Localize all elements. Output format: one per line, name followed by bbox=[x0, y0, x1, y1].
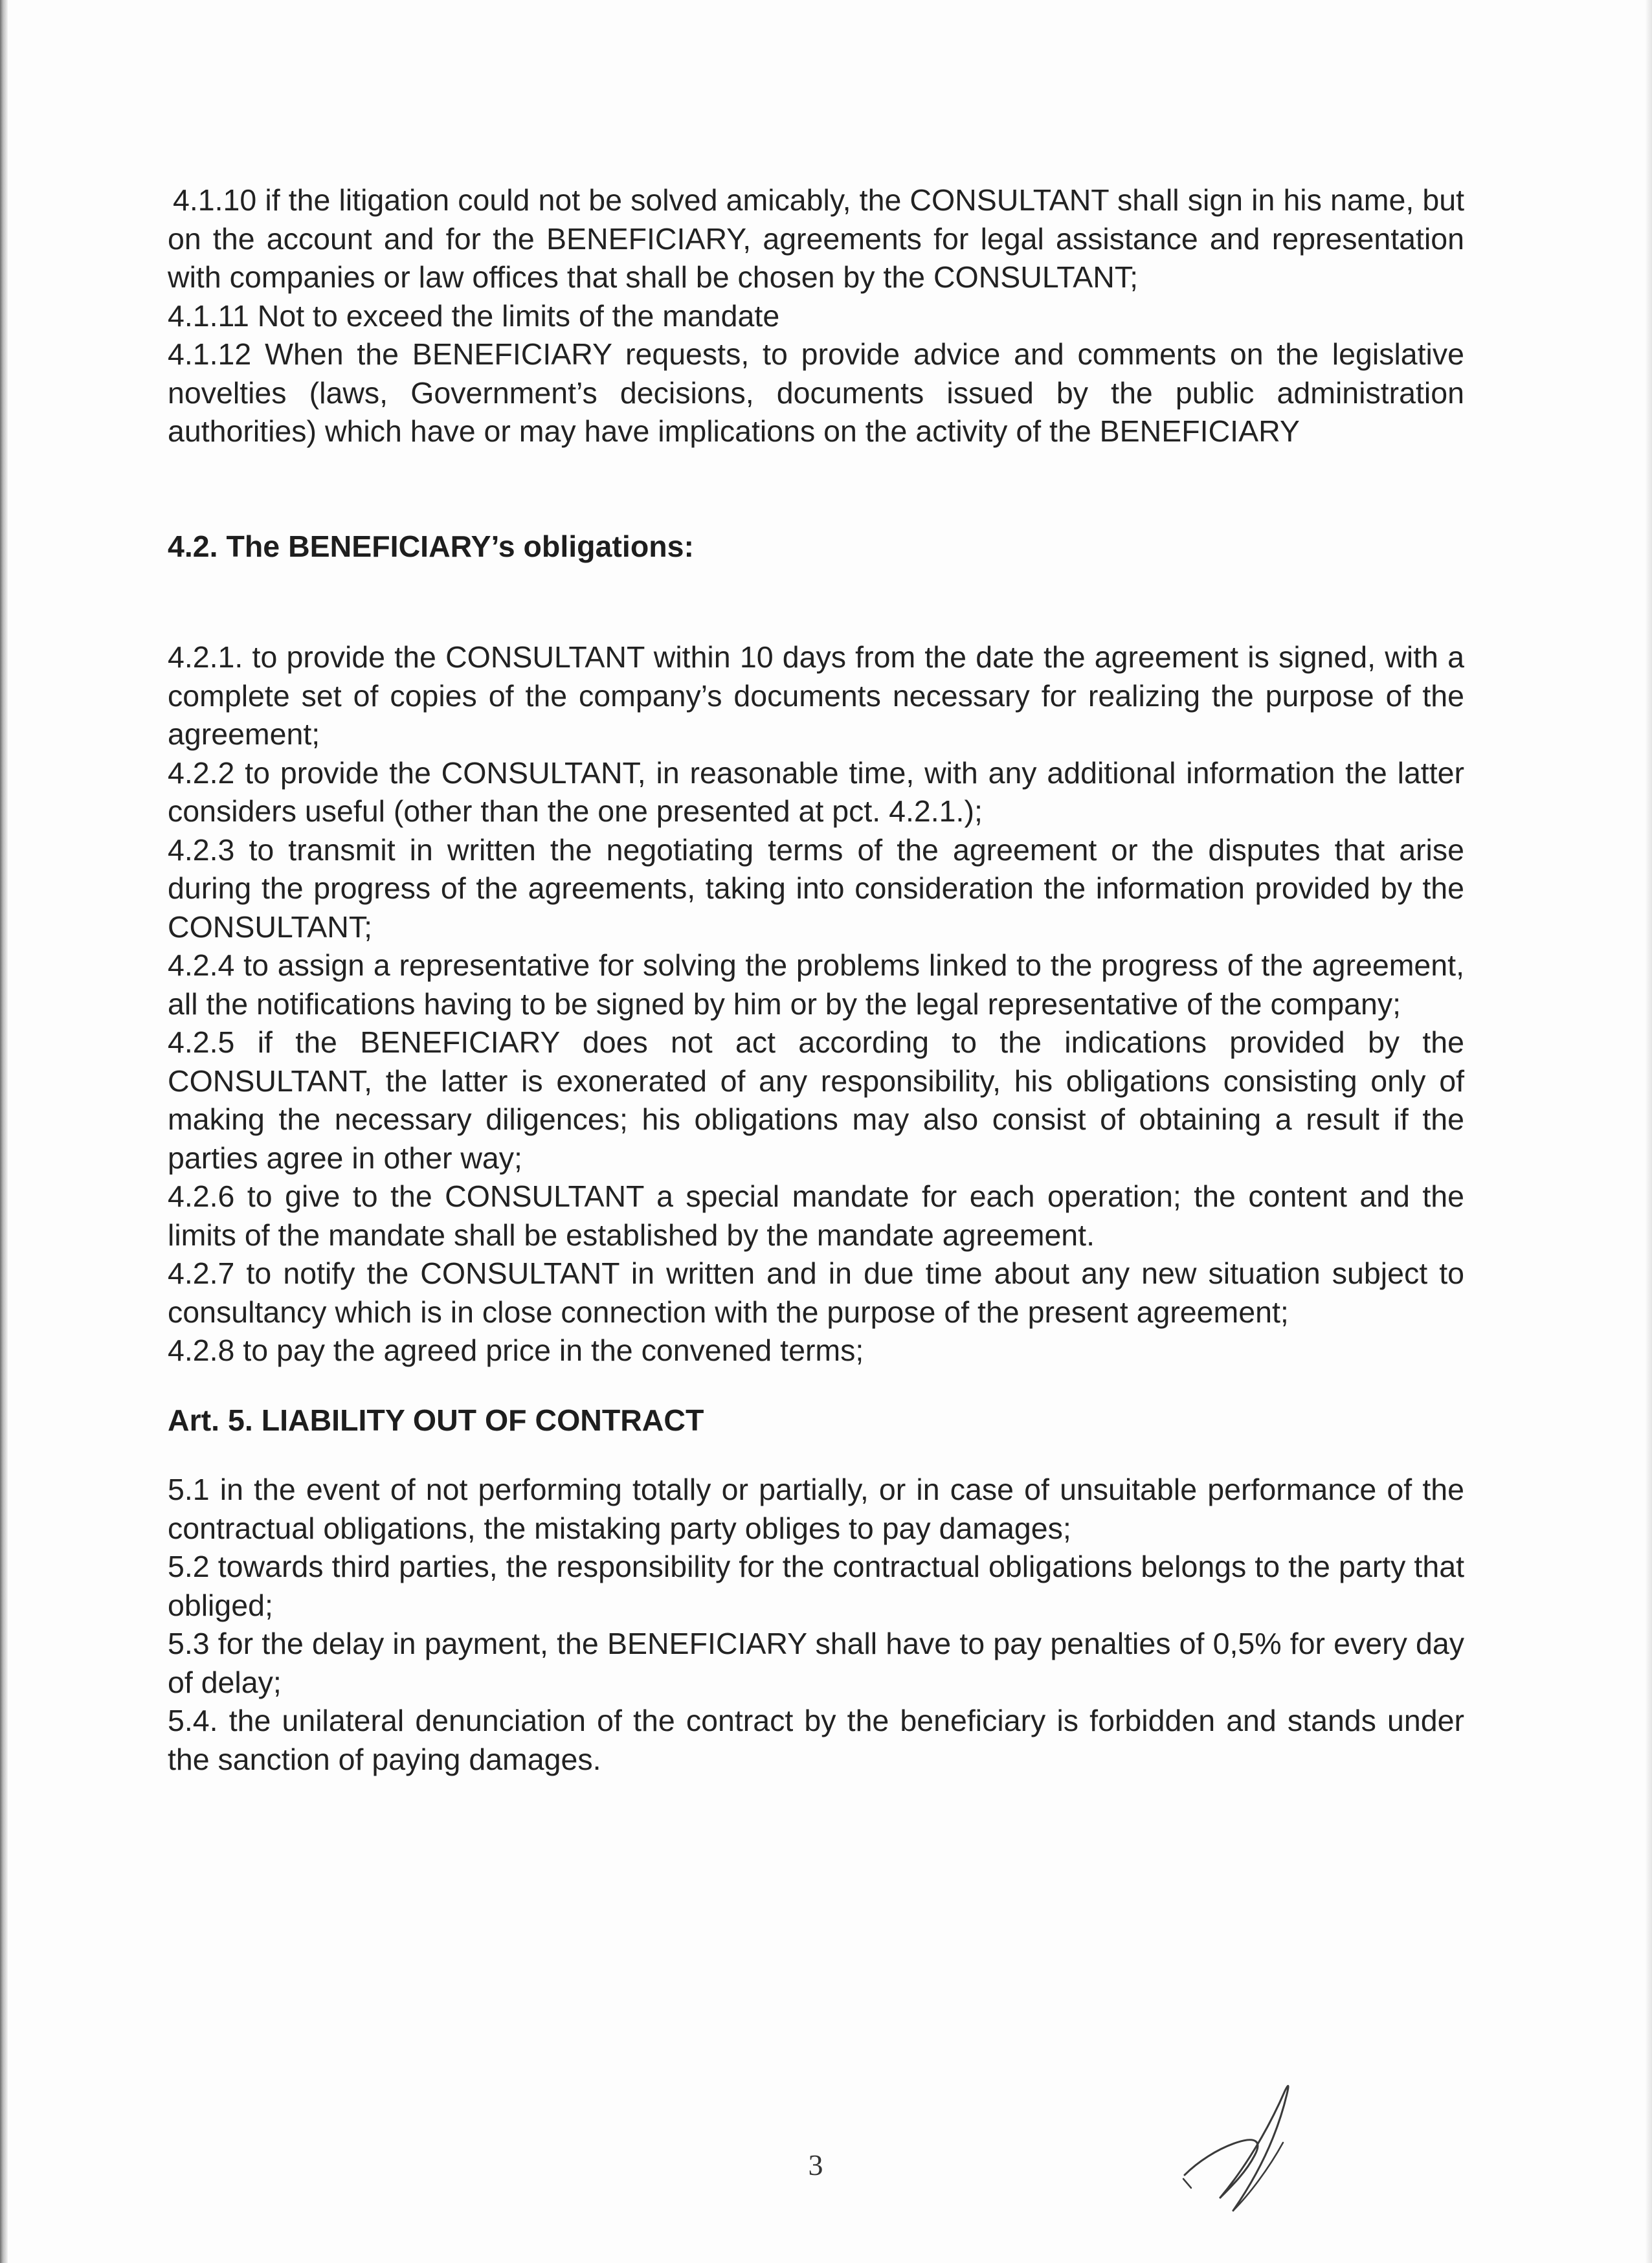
scan-shadow-right bbox=[1646, 0, 1652, 2263]
clause-4-2-6: 4.2.6 to give to the CONSULTANT a special mandate for each operation; the content and the limits of the mandate shall be established by the mandate agreement. bbox=[168, 1179, 1464, 1252]
clause-4-1-11: 4.1.11 Not to exceed the limits of the mandate bbox=[168, 298, 780, 333]
clause-5-2: 5.2 towards third parties, the responsibility for the contractual obligations belongs to the party that obliged; bbox=[168, 1550, 1464, 1622]
clause-5-4: 5.4. the unilateral denunciation of the contract by the beneficiary is forbidden and stands under the sanction of paying damages. bbox=[168, 1704, 1464, 1776]
heading-beneficiary-obligations: 4.2. The BENEFICIARY’s obligations: bbox=[168, 529, 694, 563]
clause-4-1-12: 4.1.12 When the BENEFICIARY requests, to provide advice and comments on the legislative novelties (laws, Government’s decisions, documents issued by the public administration authorities) which have or may have implications on the activity of the BENEFICIARY bbox=[168, 337, 1464, 448]
scan-shadow-left bbox=[0, 0, 8, 2263]
clause-4-1-10: 4.1.10 if the litigation could not be solved amicably, the CONSULTANT shall sign in his name, but on the account and for the BENEFICIARY, agreements for legal assistance and representation with companies or law offices that shall be chosen by the CONSULTANT; bbox=[168, 183, 1464, 294]
handwritten-signature bbox=[1172, 2065, 1314, 2220]
clause-4-2-5: 4.2.5 if the BENEFICIARY does not act according to the indications provided by the CONSULTANT, the latter is exonerated of any responsibility, his obligations consisting only of making the necessary diligences; his obligations may also consist of obtaining a result if the parties agree in other way; bbox=[168, 1025, 1464, 1175]
clause-4-2-2: 4.2.2 to provide the CONSULTANT, in reasonable time, with any additional information the latter considers useful (other than the one presented at pct. 4.2.1.); bbox=[168, 755, 1464, 828]
clause-4-2-1: 4.2.1. to provide the CONSULTANT within 10 days from the date the agreement is signed, with a complete set of copies of the company’s documents necessary for realizing the purpose of the agreement; bbox=[168, 640, 1464, 751]
clause-5-1: 5.1 in the event of not performing totally or partially, or in case of unsuitable performance of the contractual obligations, the mistaking party obliges to pay damages; bbox=[168, 1473, 1464, 1545]
heading-liability-out-of-contract: Art. 5. LIABILITY OUT OF CONTRACT bbox=[168, 1403, 704, 1437]
clause-4-2-3: 4.2.3 to transmit in written the negotiating terms of the agreement or the disputes that arise during the progress of the agreements, taking into consideration the information provided by the CONSULTANT; bbox=[168, 832, 1464, 944]
clause-4-2-7: 4.2.7 to notify the CONSULTANT in written and in due time about any new situation subject to consultancy which is in close connection with the purpose of the present agreement; bbox=[168, 1256, 1464, 1329]
page-number: 3 bbox=[808, 2148, 823, 2181]
clause-4-2-8: 4.2.8 to pay the agreed price in the convened terms; bbox=[168, 1333, 864, 1367]
clause-5-3: 5.3 for the delay in payment, the BENEFICIARY shall have to pay penalties of 0,5% for every day of delay; bbox=[168, 1627, 1464, 1699]
clause-4-2-4: 4.2.4 to assign a representative for solving the problems linked to the progress of the agreement, all the notifications having to be signed by him or by the legal representative of the company; bbox=[168, 948, 1464, 1021]
document-body bbox=[168, 181, 1464, 1779]
